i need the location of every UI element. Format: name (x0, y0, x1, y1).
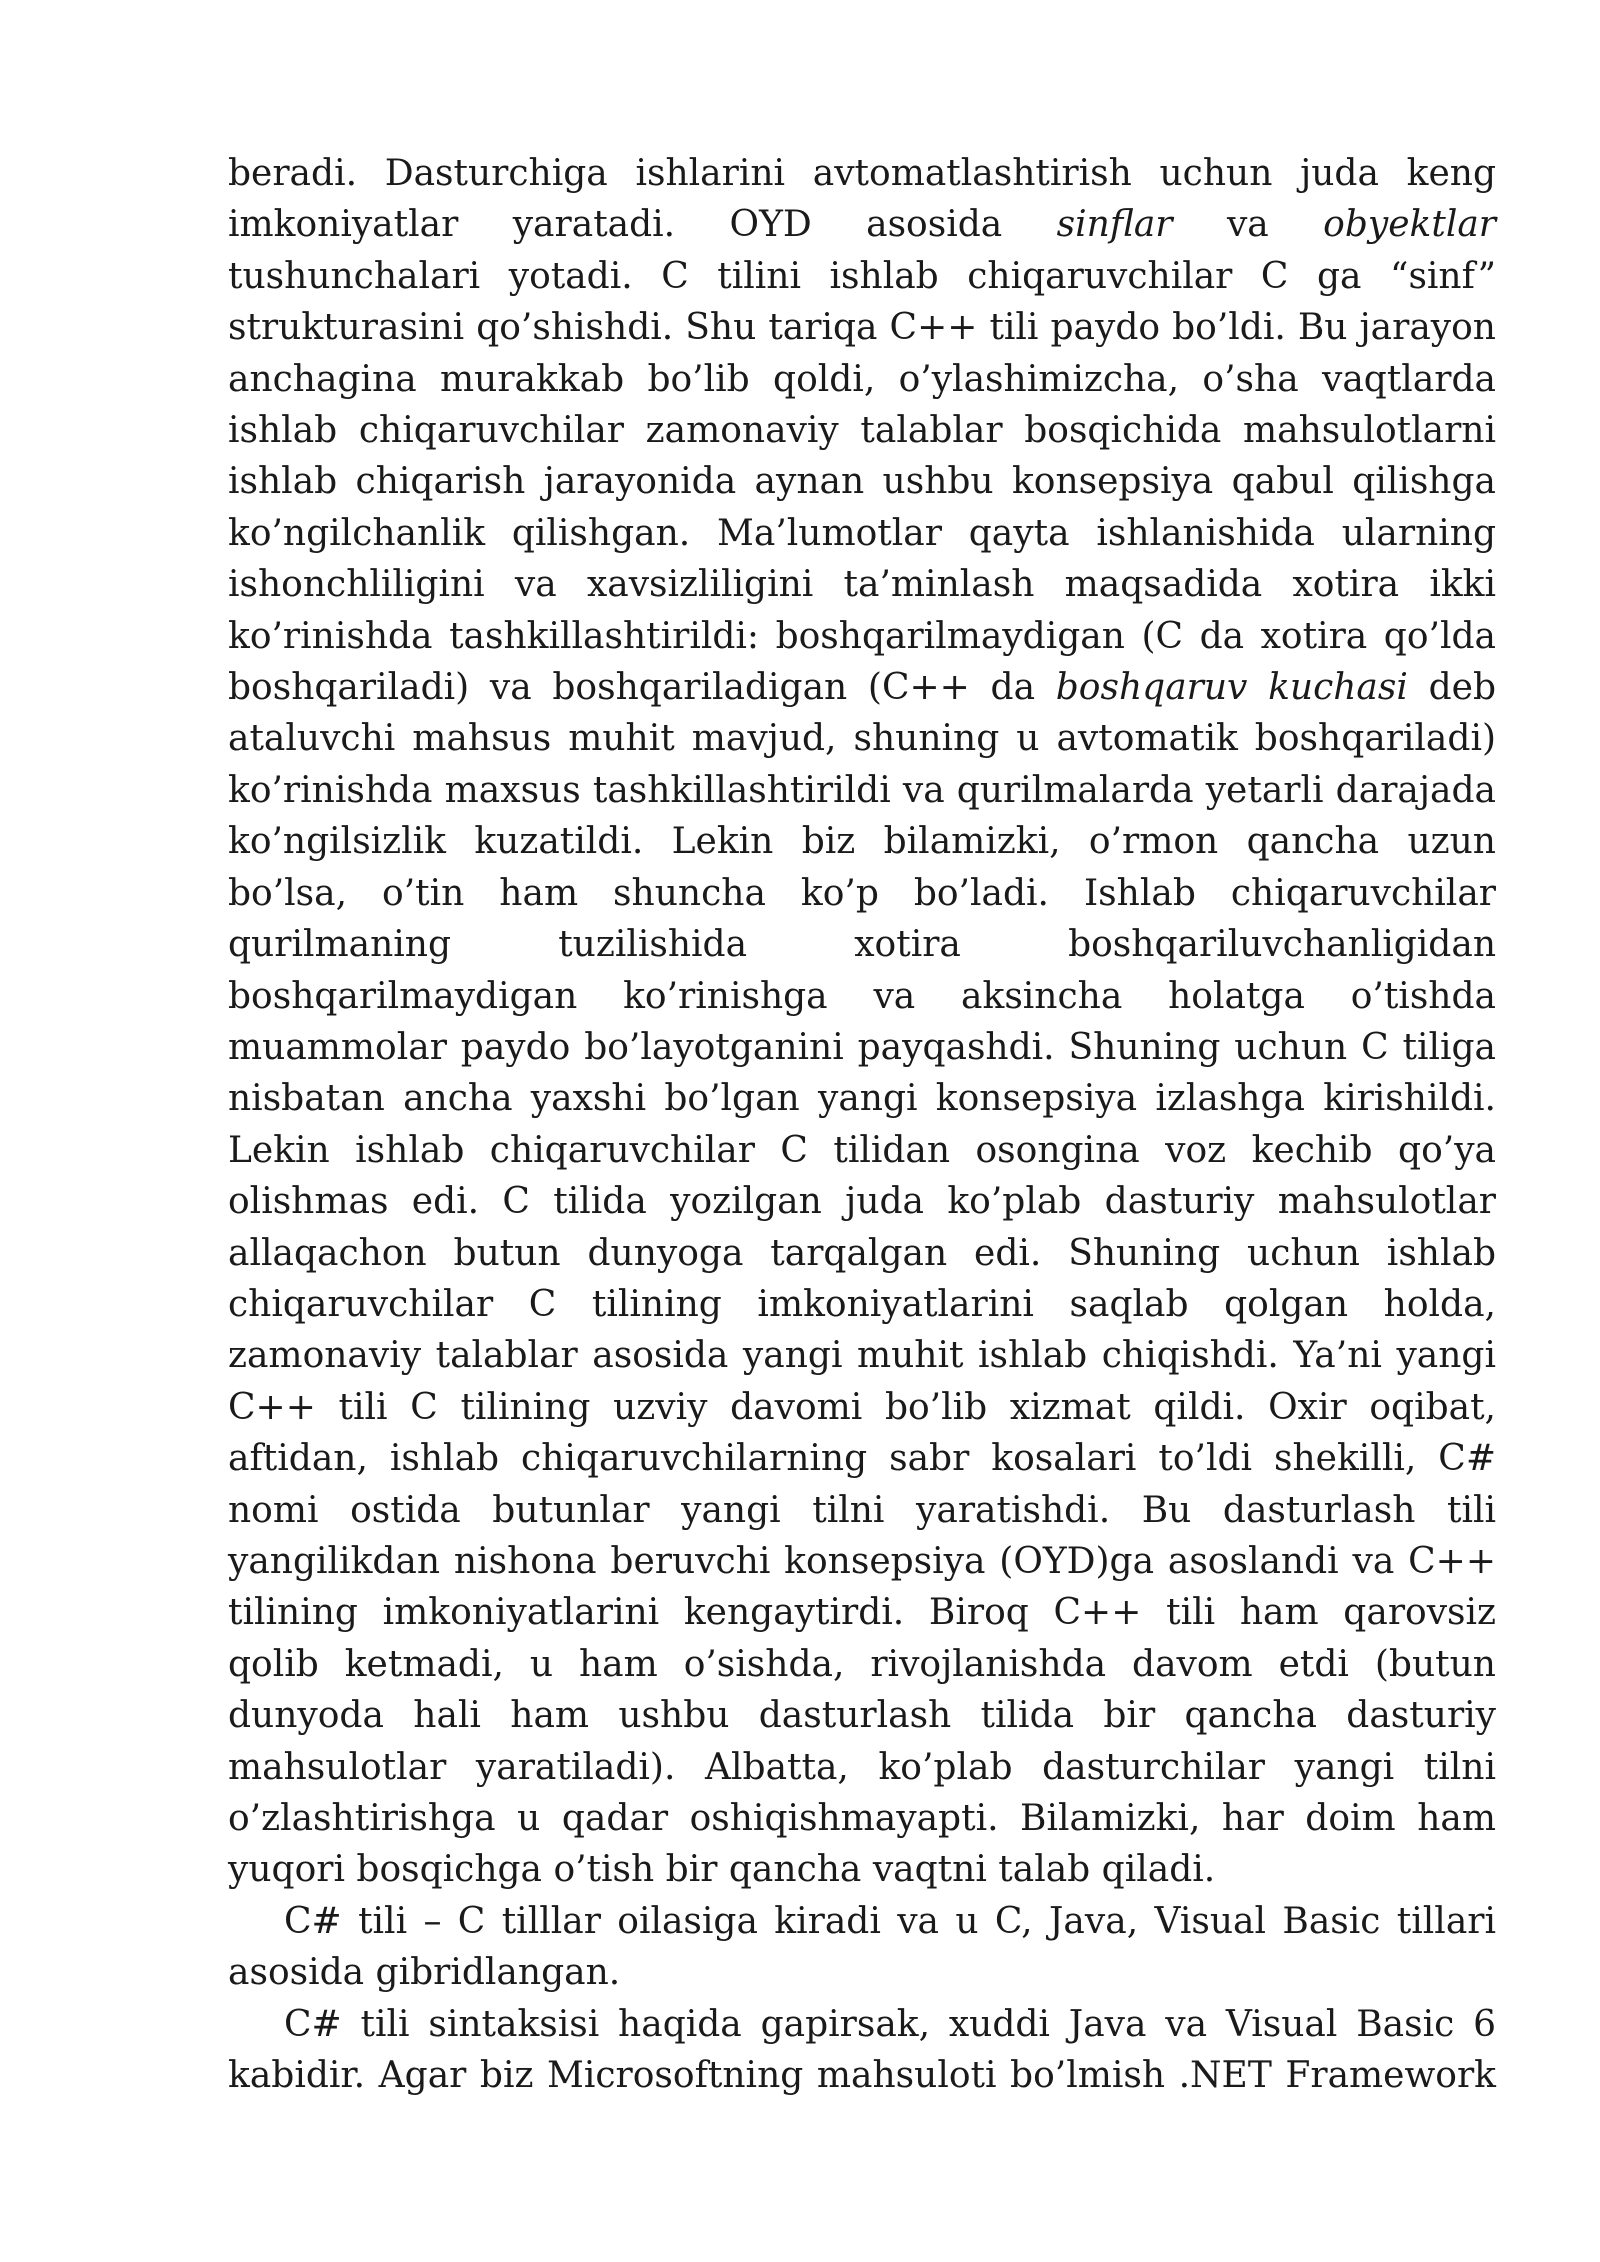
text-run: beradi. Dasturchiga ishlarini avtomatlashtirish uchun juda keng imkoniyatlar yaratadi. OYD asosida (228, 153, 1496, 246)
italic-term-sinflar: sinflar (1056, 204, 1173, 246)
text-run: C# tili – C tilllar oilasiga kiradi va u C, Java, Visual Basic tillari asosida gibridlangan. (228, 1900, 1496, 1994)
text-run: deb ataluvchi mahsus muhit mavjud, shuning u avtomatik boshqariladi) ko’rinishda maxsus tashkillashtirildi va qurilmalarda yetarli darajada ko’ngilsizlik kuzatildi. Lekin biz bilamizki, o’rmon qancha uzun bo’lsa, o’tin ham shuncha ko’p bo’ladi. Ishlab chiqaruvchilar qurilmaning tuzilishida xotira boshqariluvchanligidan boshqarilmaydigan ko’rinishga va aksincha holatga o’tishda muammolar paydo bo’layotganini payqashdi. Shuning uchun C tiliga nisbatan ancha yaxshi bo’lgan yangi konsepsiya izlashga kirishildi. Lekin ishlab chiqaruvchilar C tilidan osongina voz kechib qo’ya olishmas edi. C tilida yozilgan juda ko’plab dasturiy mahsulotlar allaqachon butun dunyoga tarqalgan edi. Shuning uchun ishlab chiqaruvchilar C tilining imkoniyatlarini saqlab qolgan holda, zamonaviy talablar asosida yangi muhit ishlab chiqishdi. Ya’ni yangi C++ tili C tilining uzviy davomi bo’lib xizmat qildi. Oxir oqibat, aftidan, ishlab chiqaruvchilarning sabr kosalari to’ldi shekilli, C# nomi ostida butunlar yangi tilni yaratishdi. Bu dasturlash tili yangilikdan nishona beruvchi konsepsiya (OYD)ga asoslandi va C++ tilining imkoniyatlarini kengaytirdi. Biroq C++ tili ham qarovsiz qolib ketmadi, u ham o’sishda, rivojlanishda davom etdi (butun dunyoda hali ham ushbu dasturlash tilida bir qancha dasturiy mahsulotlar yaratiladi). Albatta, ko’plab dasturchilar yangi tilni o’zlashtirishga u qadar oshiqishmayapti. Bilamizki, har doim ham yuqori bosqichga o’tish bir qancha vaqtni talab qiladi. (228, 667, 1496, 1891)
paragraph-csharp-syntax (228, 1999, 1496, 2102)
text-run: va (1172, 204, 1324, 246)
paragraph-csharp-family (228, 1896, 1496, 1999)
paragraph-oyd-history (228, 148, 1496, 1896)
text-run: tushunchalari yotadi. C tilini ishlab chiqaruvchilar C ga “sinf” strukturasini qo’shishdi. Shu tariqa C++ tili paydo bo’ldi. Bu jarayon anchagina murakkab bo’lib qoldi, o’ylashimizcha, o’sha vaqtlarda ishlab chiqaruvchilar zamonaviy talablar bosqichida mahsulotlarni ishlab chiqarish jarayonida aynan ushbu konsepsiya qabul qilishga ko’ngilchanlik qilishgan. Ma’lumotlar qayta ishlanishida ularning ishonchliligini va xavsizliligini ta’minlash maqsadida xotira ikki ko’rinishda tashkillashtirildi: boshqarilmaydigan (C da xotira qo’lda boshqariladi) va boshqariladigan (C++ da (228, 255, 1496, 709)
italic-term-obyektlar: obyektlar (1323, 204, 1496, 246)
italic-term-boshqaruv-kuchasi: boshqaruv kuchasi (1055, 667, 1408, 709)
text-run: C# tili sintaksisi haqida gapirsak, xuddi Java va Visual Basic 6 kabidir. Agar biz Microsoftning mahsuloti bo’lmish .NET Framework (228, 2003, 1496, 2097)
document-page (228, 148, 1496, 2101)
